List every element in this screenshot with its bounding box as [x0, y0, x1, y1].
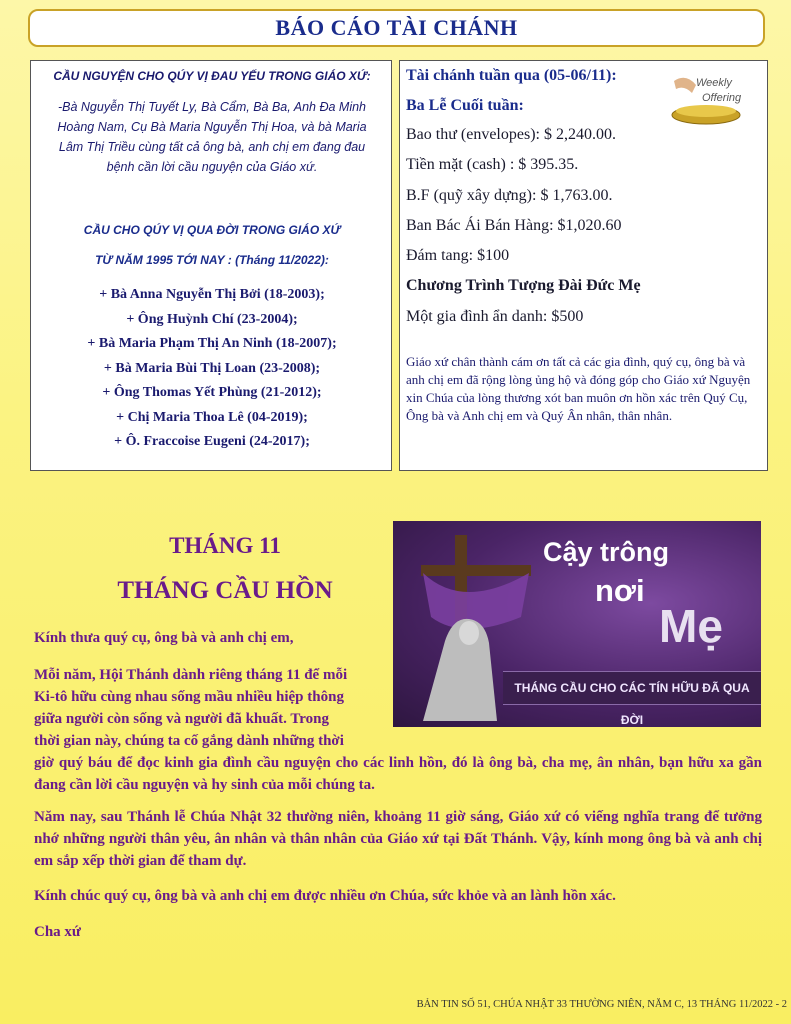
para1-line: thời gian này, chúng ta cố gắng dành những thời — [34, 733, 344, 749]
para1-line: Mỗi năm, Hội Thánh dành riêng tháng 11 để mỗi — [34, 667, 348, 683]
memorial-name: + Bà Maria Bùi Thị Loan (23-2008); — [103, 360, 321, 376]
memorial-name: + Ông Thomas Yết Phùng (21-2012); — [102, 385, 322, 400]
memorial-name: + Bà Maria Phạm Thị An Ninh (18-2007); — [87, 336, 337, 351]
sick-line: Lâm Thị Triều cùng tất cả ông bà, anh chị em đang đau — [58, 140, 366, 154]
offering-badge-line1: Weekly — [696, 77, 732, 89]
page-title: BÁO CÁO TÀI CHÁNH — [275, 15, 518, 40]
finance-box — [399, 60, 768, 471]
november-subtitle: THÁNG CẦU HỒN — [117, 577, 333, 604]
para1-line: Ki-tô hữu cùng nhau sống mầu nhiều hiệp thông — [34, 689, 344, 705]
memorial-list — [37, 283, 387, 455]
promo-line3: Mẹ — [659, 600, 723, 652]
sick-line: bệnh cần lời cầu nguyện của Giáo xứ. — [106, 160, 318, 174]
funeral-amount: Đám tang: $100 — [406, 247, 510, 264]
paragraph-1-rest: giờ quý báu để đọc kinh gia đình cầu nguyện cho các linh hồn, đó là ông bà, cha mẹ, ân nhân, bạn hữu xa gần đang cần lời cầu nguyện và hy sinh của mỗi chúng ta. — [34, 755, 762, 793]
prayer-list-box — [30, 60, 392, 471]
memorial-name: + Ông Huỳnh Chí (23-2004); — [126, 311, 298, 327]
signature: Cha xứ — [34, 924, 81, 940]
november-title: THÁNG 11 — [169, 533, 281, 558]
sick-prayer-text — [39, 97, 385, 177]
sick-line: -Bà Nguyễn Thị Tuyết Ly, Bà Cẩm, Bà Ba, Anh Đa Minh — [57, 100, 366, 114]
building-fund-amount: B.F (quỹ xây dựng): $ 1,763.00. — [406, 187, 613, 204]
greeting: Kính thưa quý cụ, ông bà và anh chị em, — [34, 630, 294, 646]
sick-line: Hoàng Nam, Cụ Bà Maria Nguyễn Thị Hoa, và bà Maria — [57, 120, 367, 134]
envelopes-amount: Bao thư (envelopes): $ 2,240.00. — [406, 126, 616, 143]
offering-badge-line2: Offering — [702, 92, 742, 104]
paragraph-2: Năm nay, sau Thánh lễ Chúa Nhật 32 thường niên, khoảng 11 giờ sáng, Giáo xứ có viếng nghĩa trang để tưởng nhớ những người thân yêu, ân nhân và thân nhân của Giáo xứ tại Đất Thánh. Vậy, kính mong ông bà và anh chị em sắp xếp thời gian để tham dự. — [34, 809, 762, 869]
sick-prayer-heading: CẦU NGUYỆN CHO QÚY VỊ ĐAU YẾU TRONG GIÁO XỨ: — [53, 69, 371, 83]
memorial-name: + Ô. Fraccoise Eugeni (24-2017); — [114, 434, 310, 449]
anonymous-donation: Một gia đình ẩn danh: $500 — [406, 308, 584, 325]
footer-text: BẢN TIN SỐ 51, CHÚA NHẬT 33 THƯỜNG NIÊN, NĂM C, 13 THÁNG 11/2022 - 2 — [416, 999, 787, 1010]
weekly-offering-badge — [666, 71, 752, 129]
finance-week-label: Tài chánh tuần qua (05-06/11): — [406, 67, 617, 84]
blessing: Kính chúc quý cụ, ông bà và anh chị em được nhiều ơn Chúa, sức khỏe và an lành hồn xác. — [34, 888, 616, 904]
memorial-name: + Bà Anna Nguyễn Thị Bởi (18-2003); — [99, 287, 325, 302]
charity-sales-amount: Ban Bác Ái Bán Hàng: $1,020.60 — [406, 217, 622, 234]
thanks-paragraph: Giáo xứ chân thành cám ơn tất cả các gia đình, quý cụ, ông bà và anh chị em đã rộng lòng ủng hộ và đóng góp cho Giáo xứ Nguyện xin Chúa của lòng thương xót ban muôn ơn hồn xác trên Quý Cụ, Ông bà và Anh chị em và Quý Ân nhân, thân nhân. — [406, 354, 751, 423]
paragraph-1-intro — [34, 664, 390, 752]
memorial-name: + Chị Maria Thoa Lê (04-2019); — [116, 409, 308, 425]
promo-banner — [503, 671, 761, 727]
deceased-subheading: TỪ NĂM 1995 TỚI NAY : (Tháng 11/2022): — [95, 253, 329, 267]
weekend-mass-label: Ba Lễ Cuối tuần: — [406, 97, 524, 114]
promo-image — [393, 521, 761, 727]
promo-line2: nơi — [595, 573, 645, 608]
title-box — [28, 9, 765, 47]
statue-program-label: Chương Trình Tượng Đài Đức Mẹ — [406, 277, 641, 294]
promo-line1: Cậy trông — [543, 537, 670, 567]
para1-line: giữa người còn sống và người đã khuất. Trong — [34, 711, 329, 727]
promo-banner-text: THÁNG CẦU CHO CÁC TÍN HỮU ĐÃ QUA ĐỜI — [514, 681, 750, 727]
cash-amount: Tiền mặt (cash) : $ 395.35. — [406, 156, 579, 173]
deceased-heading: CẦU CHO QÚY VỊ QUA ĐỜI TRONG GIÁO XỨ — [83, 223, 341, 237]
